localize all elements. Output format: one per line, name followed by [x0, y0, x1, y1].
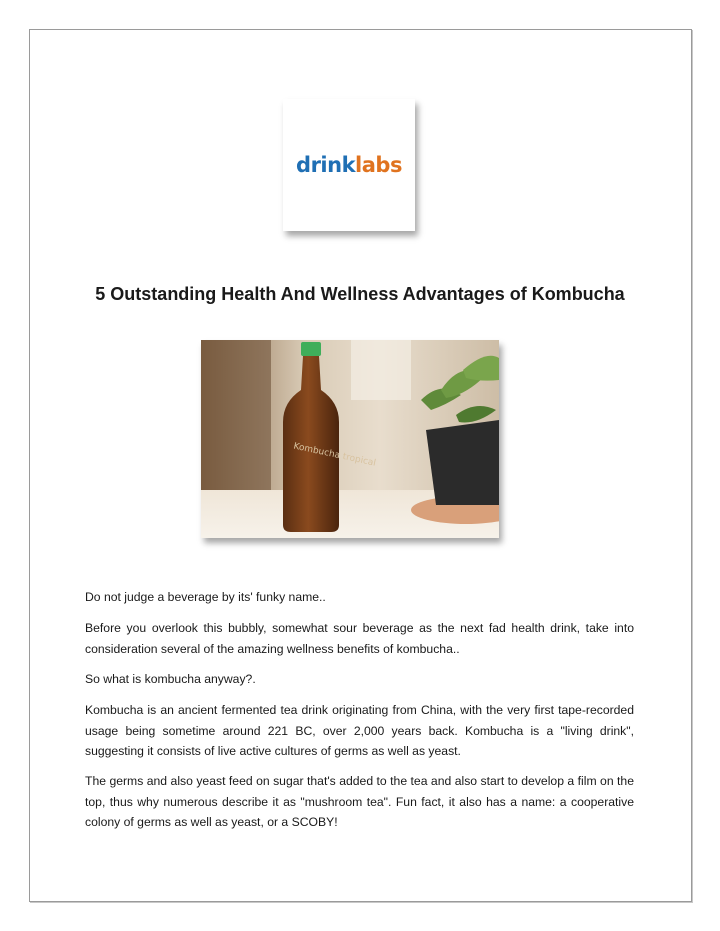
paragraph-3: So what is kombucha anyway?.: [85, 672, 256, 686]
drinklabs-logo: [296, 153, 402, 177]
logo-text-drink: drink: [296, 153, 356, 177]
paragraph-4: Kombucha is an ancient fermented tea drink originating from China, with the very first tape-recorded usage being sometime around 221 BC, over 2,000 years back. Kombucha is a "living drink", suggesting it consists of live active cultures of germs as well as yeast.: [85, 703, 634, 758]
bottle-label-text: Kombucha tropical: [292, 441, 377, 469]
kombucha-bottle-image: [201, 340, 499, 538]
paragraph-2: Before you overlook this bubbly, somewhat sour beverage as the next fad health drink, take into consideration several of the amazing wellness benefits of kombucha..: [85, 621, 634, 656]
paragraph-1: Do not judge a beverage by its' funky name..: [85, 590, 326, 604]
article-title: 5 Outstanding Health And Wellness Advantages of Kombucha: [95, 284, 625, 304]
logo-card: [283, 99, 415, 231]
kombucha-photo: [201, 340, 499, 538]
logo-text-labs: labs: [355, 153, 402, 177]
paragraph-5: The germs and also yeast feed on sugar that's added to the tea and also start to develop a film on the top, thus why numerous describe it as "mushroom tea". Fun fact, it also has a name: a cooperative colony of germs as well as yeast, or a SCOBY!: [85, 774, 634, 829]
